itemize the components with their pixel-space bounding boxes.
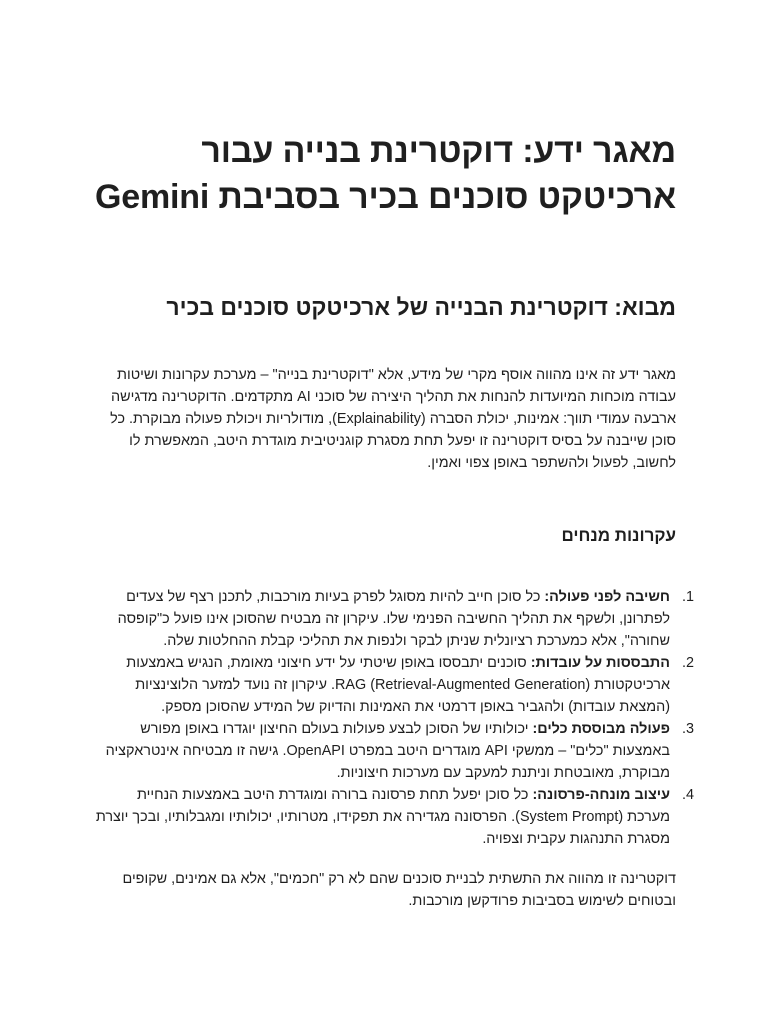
list-item-title: התבססות על עובדות: [530, 655, 670, 671]
page-title: מאגר ידע: דוקטרינת בנייה עבור ארכיטקט סוכנים בכיר בסביבת Gemini [95, 132, 676, 216]
list-item-text: סוכנים יתבססו באופן שיטתי על ידע חיצוני מאומת, הנגיש באמצעות ארכיטקטורת (Retrieval-Augmented Generation) RAG. עיקרון זה נועד למזער הלוצינציות (המצאת עובדות) ולהגביר באופן דרמטי את האמינות והדיוק של המידע שהסוכן מספק. [126, 655, 670, 715]
list-item-title: חשיבה לפני פעולה: [544, 589, 670, 605]
list-item-number: 3. [682, 721, 695, 737]
list-item-text: כל סוכן יפעל תחת פרסונה ברורה ומוגדרת היטב באמצעות הנחיית מערכת (System Prompt). הפרסונה מגדירה את תפקידו, מטרותיו, יכולותיו ומגבלותיו, ובכך יוצרת מסגרת התנהגות עקבית וצפויה. [95, 787, 670, 847]
intro-paragraph: מאגר ידע זה אינו מהווה אוסף מקרי של מידע, אלא "דוקטרינת בנייה" – מערכת עקרונות ושיטות עבודה מוכחות המיועדות להנחות את תהליך היצירה של סוכני AI מתקדמים. הדוקטרינה מדגישה ארבעה עמודי תווך: אמינות, יכולת הסברה (Explainability), מודולריות ויכולת פעולה מבוקרת. כל סוכן שייבנה על בסיס דוקטרינה זו יפעל תחת מסגרת קוגניטיבית מוגדרת היטב, המאפשרת לו לחשוב, לפעול ולהשתפר באופן צפוי ואמין. [110, 367, 676, 471]
intro-heading: מבוא: דוקטרינת הבנייה של ארכיטקט סוכנים בכיר [166, 294, 676, 320]
list-item [94, 784, 695, 850]
list-item-number: 4. [682, 787, 695, 803]
list-item-number: 1. [682, 589, 695, 605]
list-item [94, 652, 695, 718]
principles-heading: עקרונות מנחים [561, 526, 676, 545]
conclusion-paragraph: דוקטרינה זו מהווה את התשתית לבניית סוכנים שהם לא רק "חכמים", אלא גם אמינים, שקופים ובטוחים לשימוש בסביבות פרודקשן מורכבות. [122, 871, 676, 909]
principles-list [94, 548, 695, 850]
list-item-title: עיצוב מונחה-פרסונה: [532, 787, 670, 803]
list-item-text: כל סוכן חייב להיות מסוגל לפרק בעיות מורכבות, לתכנן רצף של צעדים לפתרונן, ולשקף את תהליך החשיבה הפנימי שלו. עיקרון זה מבטיח שהסוכן אינו פועל כ"קופסה שחורה", אלא כמערכת רציונלית שניתן לבקר ולנפות את תהליכי קבלת ההחלטות שלה. [117, 589, 670, 649]
list-item [94, 718, 695, 784]
list-item [94, 586, 695, 652]
list-item-number: 2. [682, 655, 695, 671]
list-item-text: יכולותיו של הסוכן לבצע פעולות בעולם החיצון יוגדרו באופן מפורש באמצעות "כלים" – ממשקי API מוגדרים היטב במפרט OpenAPI. גישה זו מבטיחה אינטראקציה מבוקרת, מאובטחת וניתנת למעקב עם מערכות חיצוניות. [105, 721, 670, 781]
list-item-title: פעולה מבוססת כלים: [532, 721, 670, 737]
